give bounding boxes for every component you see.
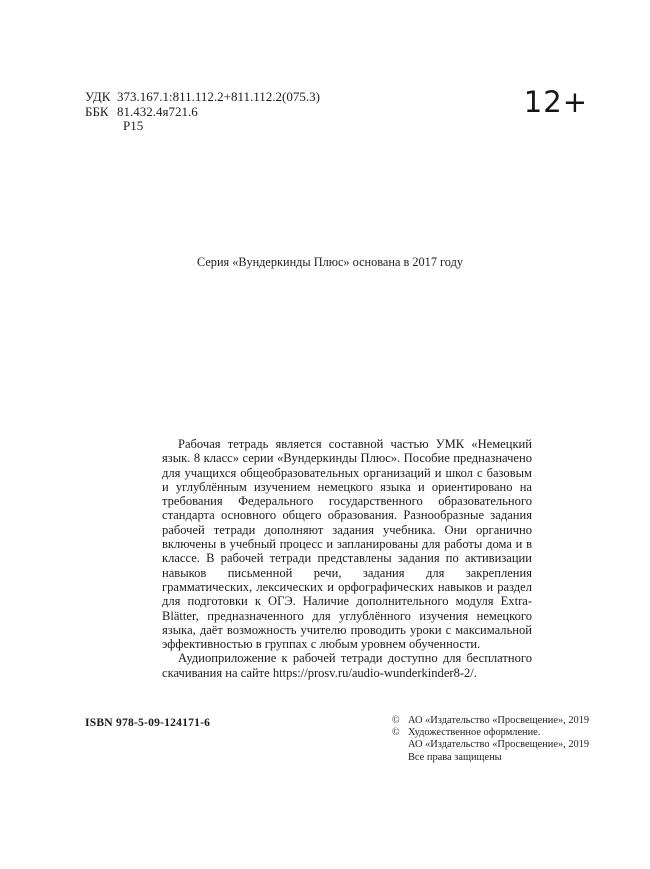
annotation-paragraph-2: Аудиоприложение к рабочей тетради доступно для бесплатного скачивания на сайте https://prosv.ru/audio-wunderkinder8-2/. — [162, 651, 532, 680]
author-code: Р15 — [123, 118, 144, 134]
copyright-symbol: © — [392, 727, 400, 739]
bbk-value: 81.432.4я721.6 — [117, 103, 198, 119]
udk-label: УДК — [85, 89, 111, 104]
copyright-text: Все права защищены — [408, 751, 502, 763]
series-note: Серия «Вундеркинды Плюс» основана в 2017 году — [196, 255, 463, 269]
copyright-entry-design — [392, 727, 589, 739]
classification-block — [85, 90, 320, 134]
copyright-text: АО «Издательство «Просвещение», 2019 — [408, 739, 590, 751]
copyright-entry-rights — [392, 752, 589, 764]
copyright-text: Художественное оформление. — [408, 727, 541, 739]
copyright-block — [392, 715, 589, 764]
copyright-entry-design-continued — [392, 739, 589, 751]
bbk-label: ББК — [85, 103, 109, 119]
copyright-text: АО «Издательство «Просвещение», 2019 — [408, 715, 590, 726]
udk-value: 373.167.1:811.112.2+811.112.2(075.3) — [117, 89, 320, 104]
age-rating-badge: 12+ — [523, 85, 588, 119]
isbn: ISBN 978-5-09-124171-6 — [85, 716, 211, 729]
copyright-symbol: © — [392, 715, 400, 726]
annotation-block — [162, 437, 532, 680]
author-code-spacer — [85, 119, 117, 134]
annotation-paragraph-1: Рабочая тетрадь является составной частью УМК «Немецкий язык. 8 класс» серии «Вундеркинды Плюс». Пособие предназначено для учащихся общеобразовательных организаций и школ с базовым и углублённым изучением немецкого языка и ориентировано на требования Федерального государственного образовательного стандарта основного общего образования. Разнообразные задания рабочей тетради дополняют задания учебника. Они органично включены в учебный процесс и запланированы для работы дома и в классе. В рабочей тетради представлены задания по активизации навыков письменной речи, задания для закрепления грамматических, лексических и орфографических навыков и раздел для подготовки к ОГЭ. Наличие дополнительного модуля Extra-Blätter, предназначенного для углублённого изучения немецкого языка, даёт возможность учителю проводить уроки с максимальной эффективностью в группах с любым уровнем обученности. — [162, 437, 532, 652]
copyright-entry-publisher — [392, 715, 589, 727]
